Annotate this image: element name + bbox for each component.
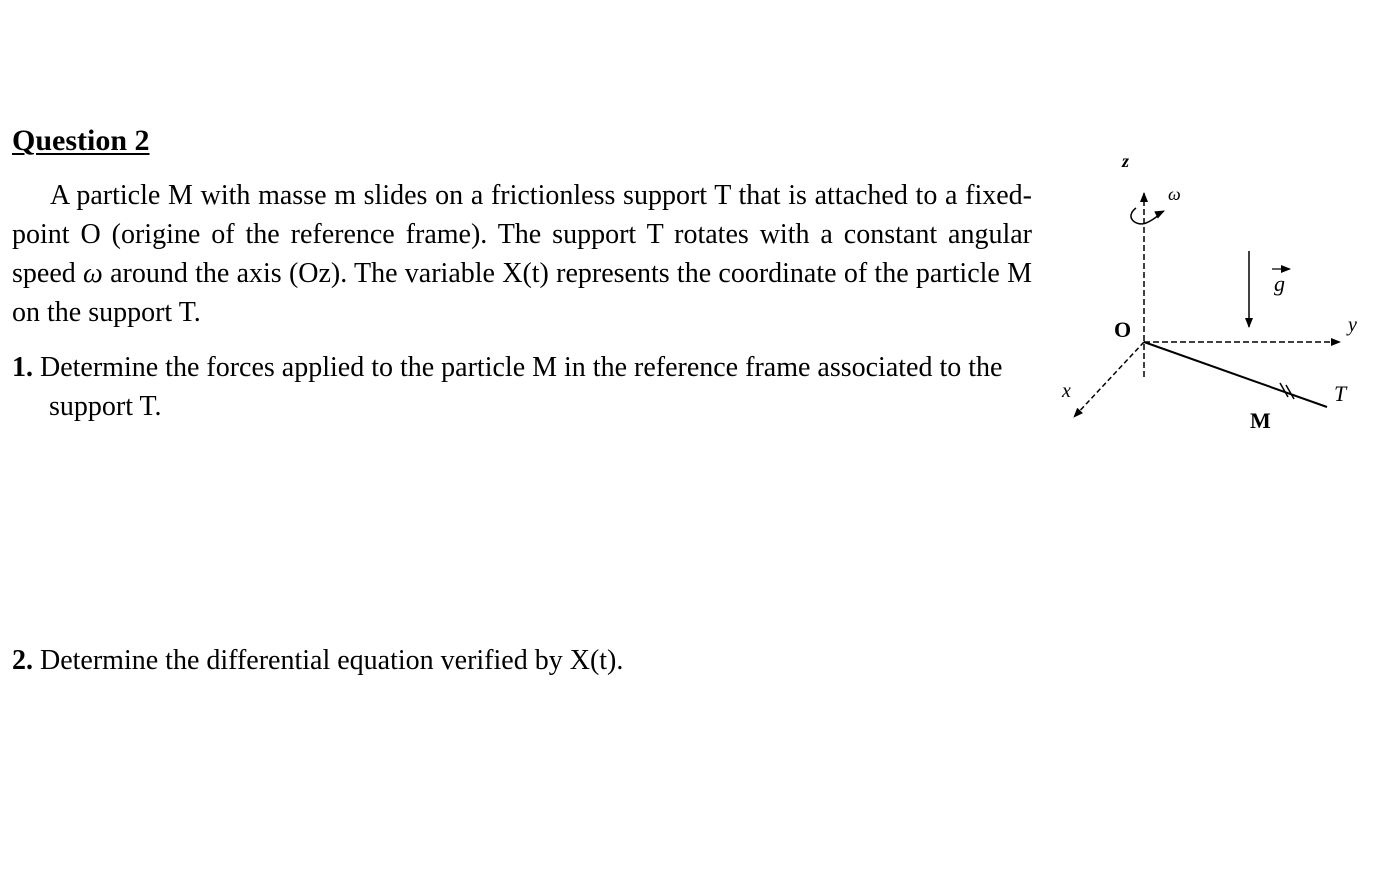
omega-symbol: ω — [83, 258, 103, 289]
sub-question-2 — [12, 641, 1032, 680]
sub-question-1 — [12, 348, 1032, 426]
question-heading: Question 2 — [12, 124, 150, 157]
x-axis-label: x — [1062, 380, 1071, 402]
origin-label: O — [1114, 317, 1132, 342]
particle-m-label: M — [1250, 408, 1271, 433]
sub-question-2-text: Determine the differential equation verified by X(t). — [33, 645, 624, 676]
sub-question-2-number: 2. — [12, 645, 33, 676]
question-statement — [12, 176, 1032, 332]
sub-question-1-number: 1. — [12, 352, 33, 383]
rotation-arrow-icon — [1131, 208, 1164, 224]
support-t-label: T — [1334, 381, 1347, 406]
y-axis-label: y — [1348, 314, 1357, 336]
statement-part-2: around the axis (Oz). The variable X(t) represents the coordinate of the particle M on the support T. — [12, 258, 1032, 328]
x-axis — [1074, 342, 1144, 417]
sub-question-1-text: Determine the forces applied to the particle M in the reference frame associated to the support T. — [33, 352, 1003, 422]
rotating-support-figure — [1050, 145, 1380, 445]
z-axis-label: z — [1122, 151, 1130, 171]
support-t — [1144, 342, 1327, 407]
statement-part-1: A particle M with masse m slides on a frictionless support T that is attached to a fixed-point O (origine of the reference frame). The support T rotates with a constant angular speed — [12, 180, 1032, 289]
gravity-label: g — [1274, 271, 1285, 296]
omega-label: ω — [1168, 184, 1181, 204]
